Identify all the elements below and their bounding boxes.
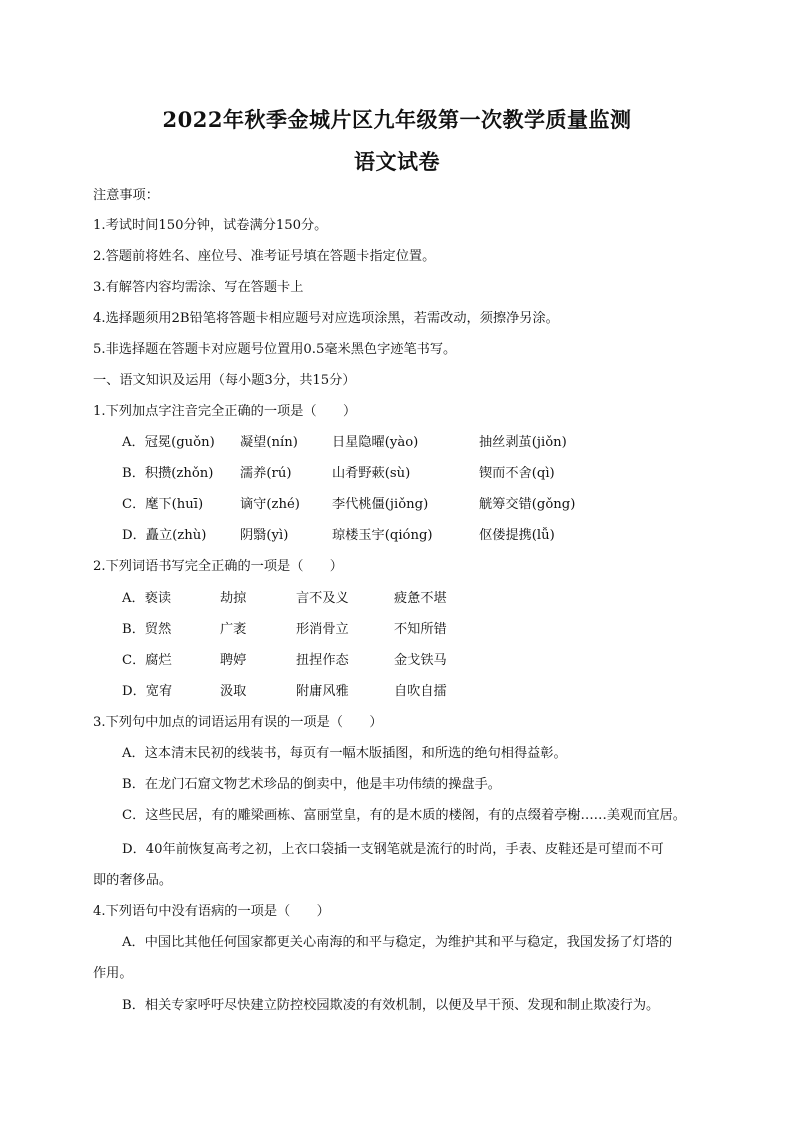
exam-subtitle: 语文试卷	[354, 149, 440, 174]
option-term: 劫掠	[220, 591, 247, 606]
exam-title: 2022年秋季金城片区九年级第一次教学质量监测	[162, 107, 632, 132]
note-item: 4.选择题须用2B铅笔将答题卡相应题号对应选项涂黑，若需改动，须擦净另涂。	[93, 311, 559, 326]
question-2-stem: 2.下列词语书写完全正确的一项是（ ）	[93, 559, 343, 574]
option-term: 濡养(rú)	[240, 466, 292, 481]
option-term: 抽丝剥茧(jiǒn)	[479, 435, 567, 450]
option-term: 李代桃僵(jiǒng)	[332, 497, 429, 512]
question-3-stem: 3.下列句中加点的词语运用有误的一项是（ ）	[93, 715, 383, 730]
question-1-option-c	[122, 495, 722, 515]
option-term: 广袤	[220, 622, 247, 637]
option-term: 形消骨立	[296, 622, 349, 637]
question-3-option-d-cont: 即的奢侈品。	[93, 873, 173, 888]
note-item: 3.有解答内容均需涂、写在答题卡上	[93, 280, 304, 295]
option-term: D．宽宥	[122, 684, 173, 699]
question-4-stem: 4.下列语句中没有语病的一项是（ ）	[93, 904, 330, 919]
question-1-option-b	[122, 464, 722, 484]
option-term: C．腐烂	[122, 653, 172, 668]
option-term: 日星隐曜(yào)	[332, 435, 419, 450]
notes-heading: 注意事项：	[93, 188, 159, 203]
note-item: 5.非选择题在答题卡对应题号位置用0.5毫米黑色字迹笔书写。	[93, 342, 457, 357]
question-3-option-b: B．在龙门石窟文物艺术珍品的倒卖中，他是丰功伟绩的操盘手。	[122, 777, 501, 792]
option-term: 汲取	[220, 684, 247, 699]
option-term: 扭捏作态	[296, 653, 349, 668]
question-4-option-a-cont: 作用。	[93, 966, 133, 981]
option-term: 凝望(nín)	[240, 435, 298, 450]
option-term: C．麾下(huī)	[122, 497, 204, 512]
question-3-option-c: C．这些民居，有的雕梁画栋、富丽堂皇，有的是木质的楼阁，有的点缀着亭榭……美观而宜居。	[122, 808, 686, 823]
question-1-option-d	[122, 526, 722, 546]
note-item: 2.答题前将姓名、座位号、准考证号填在答题卡指定位置。	[93, 249, 436, 264]
option-term: 阴翳(yì)	[240, 528, 289, 543]
question-1-stem: 1.下列加点字注音完全正确的一项是（ ）	[93, 404, 357, 419]
option-term: D．矗立(zhù)	[122, 528, 207, 543]
option-term: A．亵读	[122, 591, 172, 606]
option-term: 不知所错	[394, 622, 447, 637]
option-term: 山肴野蔌(sù)	[332, 466, 411, 481]
option-term: A．冠冕(guǒn)	[122, 435, 215, 450]
question-4-option-a: A．中国比其他任何国家都更关心南海的和平与稳定，为维护其和平与稳定，我国发扬了灯塔的	[122, 935, 673, 950]
question-3-option-a: A．这本清末民初的线装书，每页有一幅木版插图，和所选的绝句相得益彰。	[122, 746, 567, 761]
option-term: 自吹自擂	[394, 684, 447, 699]
question-2-option-b	[122, 620, 722, 640]
option-term: B．贸然	[122, 622, 172, 637]
option-term: 聘婷	[220, 653, 247, 668]
option-term: 谪守(zhé)	[240, 497, 300, 512]
option-term: 觥筹交错(gǒng)	[479, 497, 576, 512]
question-2-option-a	[122, 589, 722, 609]
option-term: 附庸风雅	[296, 684, 349, 699]
question-1-option-a	[122, 433, 722, 453]
option-term: B．积攒(zhǒn)	[122, 466, 214, 481]
question-2-option-d	[122, 682, 722, 702]
option-term: 伛偻提携(lǚ)	[479, 528, 555, 543]
question-4-option-b: B．相关专家呼吁尽快建立防控校园欺凌的有效机制，以便及早干预、发现和制止欺凌行为。	[122, 998, 660, 1013]
question-3-option-d: D．40年前恢复高考之初，上衣口袋插一支钢笔就是流行的时尚，手表、皮鞋还是可望而不可	[122, 842, 664, 857]
option-term: 琼楼玉宇(qióng)	[332, 528, 433, 543]
option-term: 疲惫不堪	[394, 591, 447, 606]
question-2-option-c	[122, 651, 722, 671]
option-term: 锲而不舍(qì)	[479, 466, 555, 481]
option-term: 言不及义	[296, 591, 349, 606]
section-heading: 一、语文知识及运用（每小题3分，共15分）	[93, 373, 356, 388]
note-item: 1.考试时间150分钟，试卷满分150分。	[93, 218, 328, 233]
option-term: 金戈铁马	[394, 653, 447, 668]
